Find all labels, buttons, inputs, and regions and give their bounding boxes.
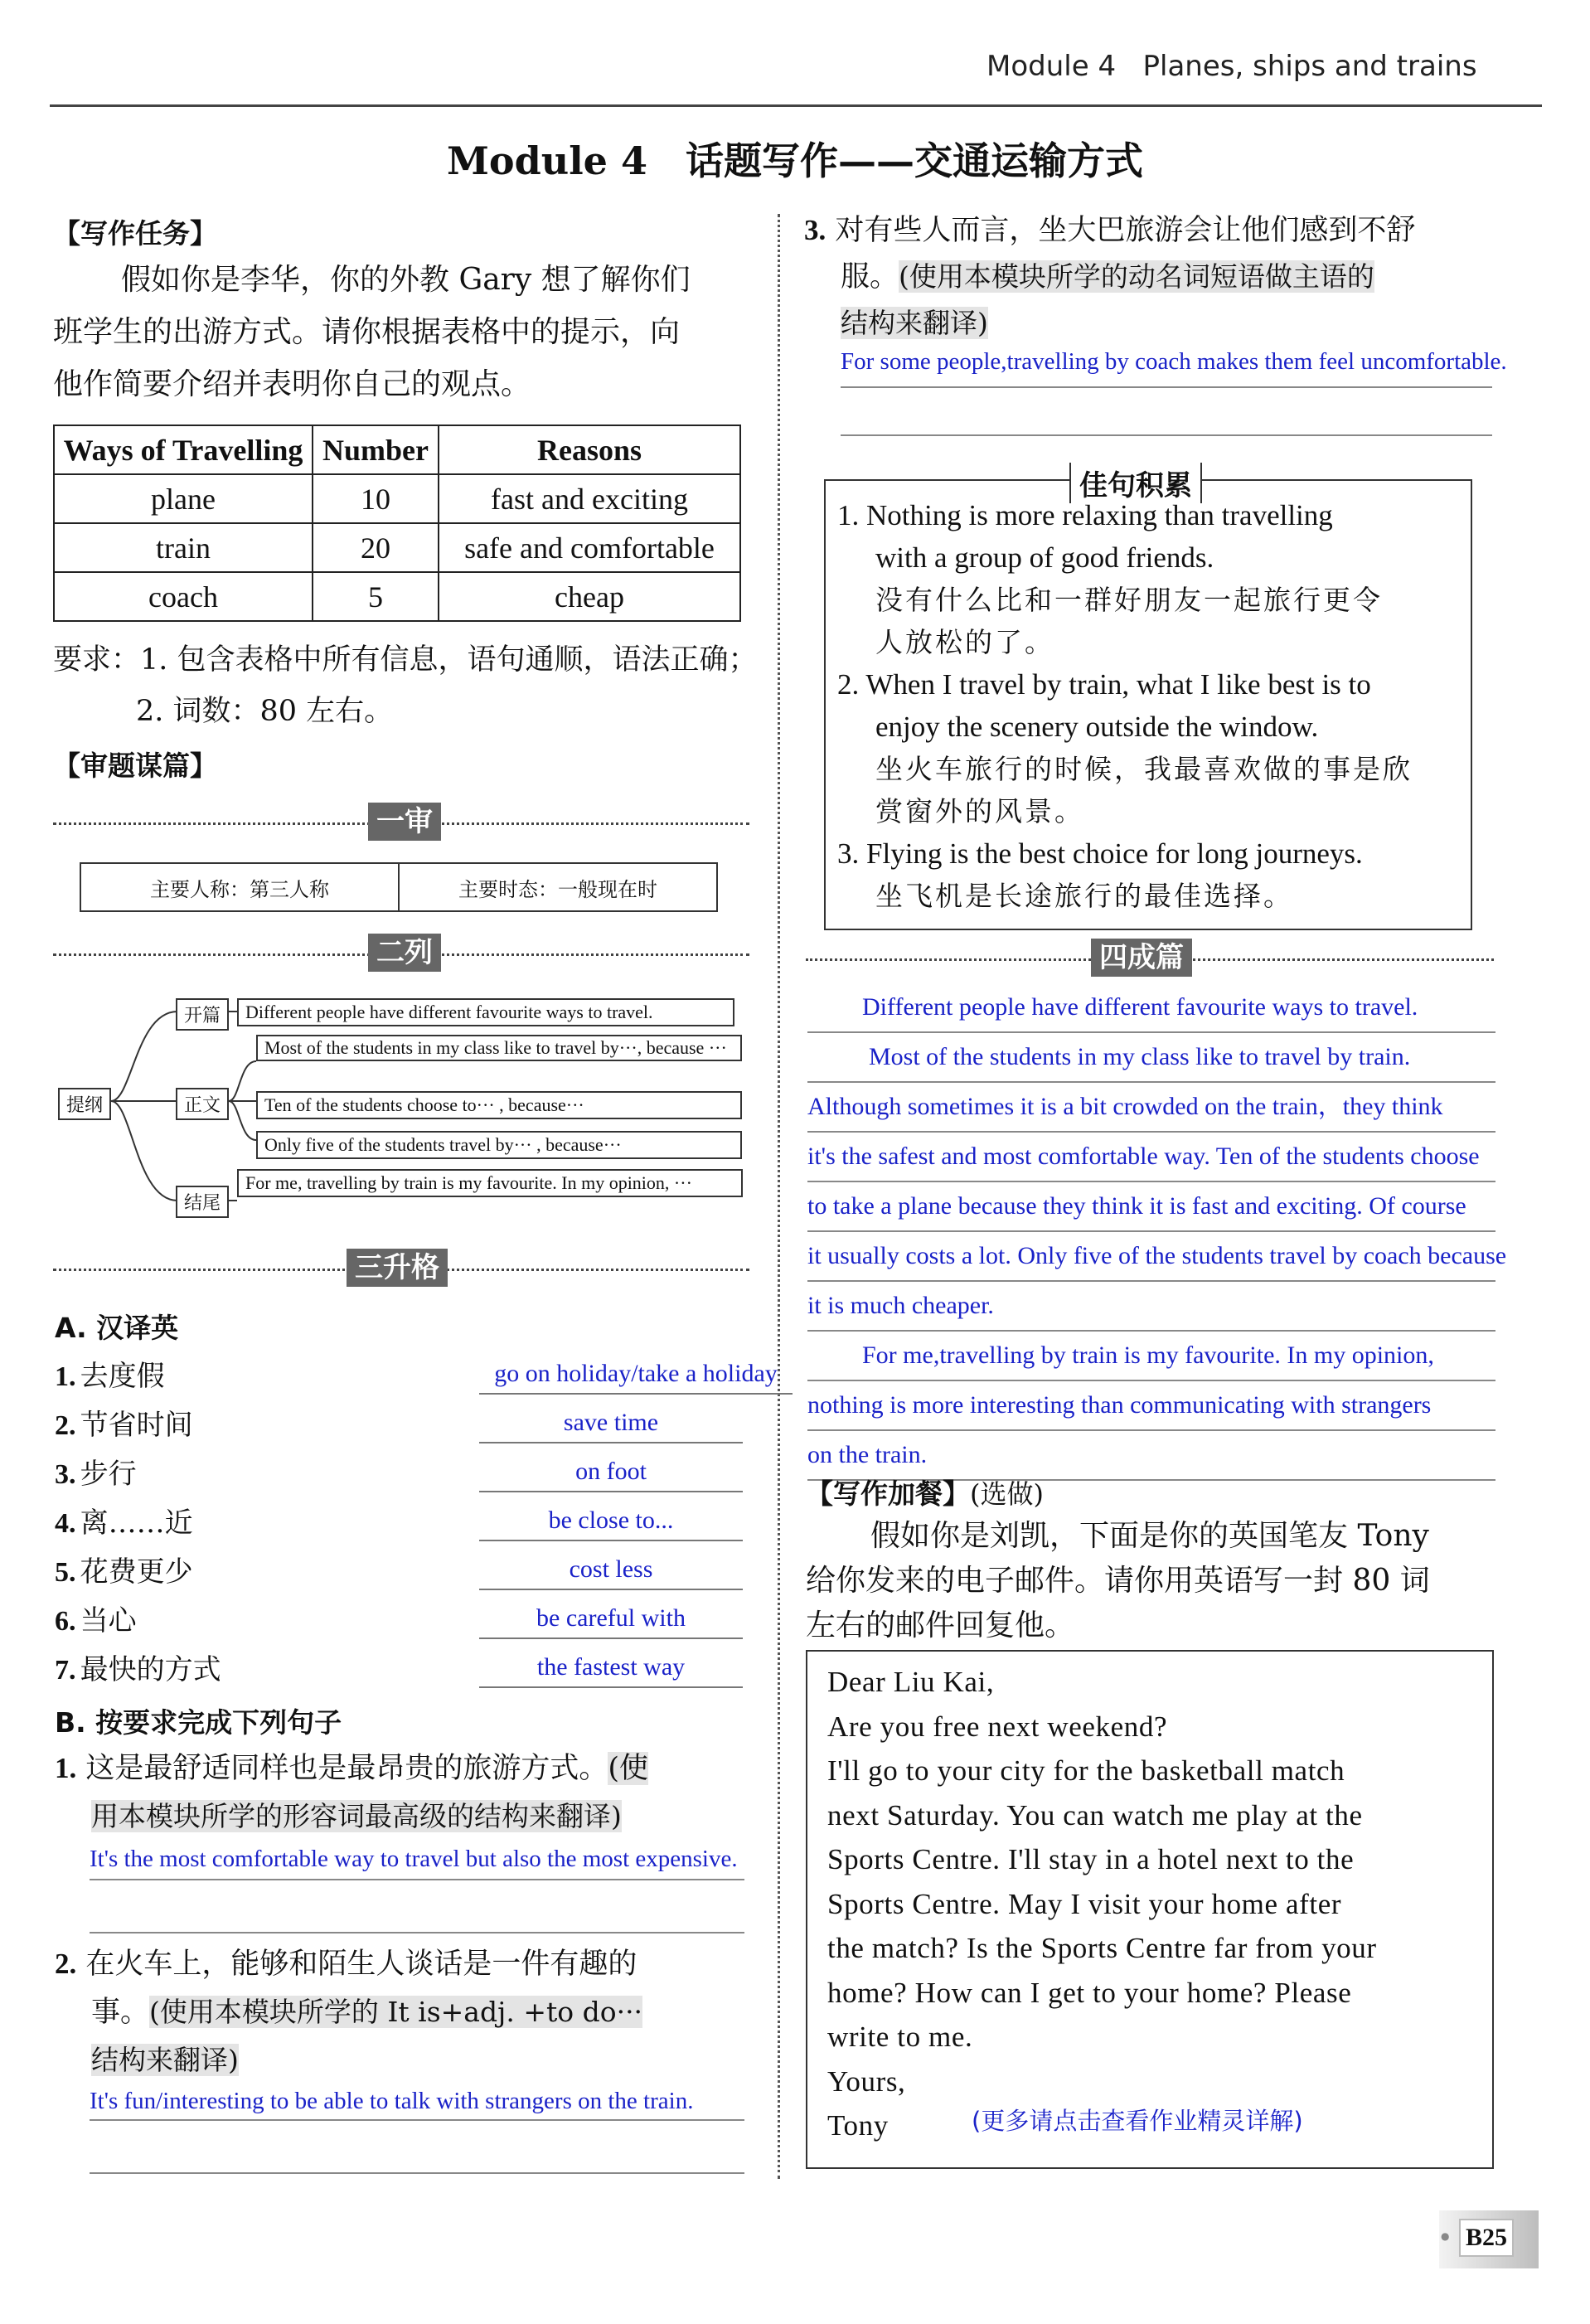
sentence-cn: 没有什么比和一群好朋友一起旅行更令: [875, 584, 1383, 616]
email-line: Yours,: [827, 2064, 906, 2098]
question-text: 服。: [841, 260, 899, 294]
question-3-answer: For some people,travelling by coach makes them feel uncomfortable.: [841, 348, 1507, 375]
page-number: B25: [1459, 2219, 1514, 2257]
extra-text: [806, 1514, 1502, 1648]
table-header: Number: [313, 425, 439, 474]
item-number: 3.: [837, 837, 860, 870]
exercise-a-list: [55, 1353, 784, 1696]
question-1-answer: It's the most comfortable way to travel but also the most expensive.: [90, 1846, 738, 1872]
list-item: [55, 1647, 784, 1696]
list-item: [55, 1451, 784, 1500]
list-item: [55, 1598, 784, 1647]
question-hint: (使用本模块所学的 It is+adj. +to do···: [149, 1996, 643, 2028]
requirement-1: 要求：1. 包含表格中所有信息，语句通顺，语法正确；: [53, 643, 758, 677]
item-number: 5.: [55, 1557, 76, 1588]
item-chinese: 花费更少: [80, 1555, 193, 1589]
email-line: Sports Centre. May I visit your home after: [827, 1887, 1342, 1920]
question-hint: 结构来翻译): [841, 307, 988, 339]
more-details-link[interactable]: (更多请点击查看作业精灵详解): [972, 2107, 1303, 2135]
sentence-en: Nothing is more relaxing than travelling: [866, 499, 1333, 531]
essay-line: it's the safest and most comfortable way. Ten of the students choose: [807, 1133, 1495, 1182]
outline-body-2: Ten of the students choose to··· , because···: [256, 1091, 742, 1119]
dot-icon: ●: [1441, 2230, 1450, 2242]
ways-table: [53, 425, 741, 622]
requirement-2: 2. 词数：80 左右。: [136, 695, 394, 728]
answer-line: [90, 2119, 744, 2121]
writing-task-heading: 【写作任务】: [53, 217, 217, 250]
item-number: 2.: [837, 668, 860, 701]
header-module: Module 4: [986, 50, 1117, 83]
extra-line: 假如你是刘凯，下面是你的英国笔友 Tony: [870, 1519, 1429, 1553]
item-answer: the fastest way: [479, 1648, 743, 1688]
task-line: 他作简要介绍并表明你自己的观点。: [53, 367, 531, 401]
analysis-heading: 【审题谋篇】: [53, 750, 217, 782]
sentence-cn: 坐火车旅行的时候，我最喜欢做的事是欣: [875, 753, 1413, 785]
essay-line: nothing is more interesting than communicating with strangers: [807, 1381, 1495, 1431]
outline-open-text: Different people have different favourite ways to travel.: [237, 998, 734, 1026]
outline-open: 开篇: [176, 998, 229, 1031]
question-2: [55, 1940, 768, 2084]
essay-line: Most of the students in my class like to travel by train.: [807, 1033, 1495, 1083]
item-chinese: 当心: [80, 1604, 137, 1637]
sentence-en: enjoy the scenery outside the window.: [875, 711, 1319, 743]
answer-line: [841, 386, 1492, 388]
table-row: [54, 523, 740, 572]
table-header: Ways of Travelling: [54, 425, 313, 474]
list-item: [55, 1402, 784, 1451]
item-answer: be careful with: [479, 1599, 743, 1639]
question-text: 这是最舒适同样也是最昂贵的旅游方式。: [85, 1752, 608, 1785]
person-tense-box: [80, 862, 718, 912]
column-divider: [778, 214, 780, 2179]
good-sentences-heading: 佳句积累: [1069, 463, 1202, 503]
essay-line: to take a plane because they think it is fast and exciting. Of course: [807, 1182, 1495, 1232]
item-number: 1.: [837, 499, 860, 531]
outline-body: 正文: [176, 1088, 229, 1120]
item-chinese: 离……近: [80, 1506, 193, 1540]
badge-fourth-essay: 四成篇: [1091, 939, 1192, 977]
table-cell: 5: [313, 572, 439, 621]
item-chinese: 去度假: [80, 1360, 165, 1393]
item-answer: save time: [479, 1404, 743, 1443]
question-number: 1.: [55, 1752, 77, 1784]
item-chinese: 最快的方式: [80, 1653, 221, 1686]
main-person: 主要人称：第三人称: [81, 864, 400, 910]
extra-line: 给你发来的电子邮件。请你用英语写一封 80 词: [806, 1564, 1430, 1598]
outline-body-1: Most of the students in my class like to travel by···, because ···: [256, 1035, 742, 1061]
table-cell: fast and exciting: [439, 474, 740, 523]
list-item: [837, 663, 1467, 832]
email-line: next Saturday. You can watch me play at the: [827, 1798, 1363, 1832]
table-cell: plane: [54, 474, 313, 523]
email-line: write to me.: [827, 2021, 973, 2053]
item-answer: be close to...: [479, 1502, 743, 1541]
table-header: Reasons: [439, 425, 740, 474]
table-cell: cheap: [439, 572, 740, 621]
exercise-a-heading: A. 汉译英: [55, 1312, 179, 1344]
outline-end-text: For me, travelling by train is my favourite. In my opinion, ···: [237, 1169, 743, 1197]
question-text: 在火车上，能够和陌生人谈话是一件有趣的: [85, 1948, 637, 1981]
header-rule: [50, 104, 1542, 107]
running-header: [986, 50, 1477, 83]
outline-body-3: Only five of the students travel by··· , because···: [256, 1131, 742, 1159]
item-answer: cost less: [479, 1550, 743, 1590]
question-number: 3.: [804, 214, 827, 246]
exercise-b-heading: B. 按要求完成下列句子: [55, 1706, 342, 1739]
table-cell: train: [54, 523, 313, 572]
badge-first-review: 一审: [368, 803, 441, 841]
badge-second-list: 二列: [368, 934, 441, 972]
answer-line: [90, 1932, 744, 1933]
question-3: [804, 207, 1534, 347]
task-line: 假如你是李华，你的外教 Gary 想了解你们: [121, 263, 691, 297]
list-item: [55, 1549, 784, 1598]
table-cell: 20: [313, 523, 439, 572]
list-item: [55, 1353, 784, 1402]
good-sentences-list: [837, 494, 1467, 917]
email-line: Tony: [827, 2109, 889, 2142]
essay-line: Although sometimes it is a bit crowded on the train，they think: [807, 1083, 1495, 1133]
item-number: 1.: [55, 1361, 76, 1392]
model-essay: [807, 983, 1507, 1481]
item-number: 6.: [55, 1606, 76, 1637]
extra-line: 左右的邮件回复他。: [806, 1608, 1075, 1642]
item-number: 4.: [55, 1508, 76, 1539]
table-row: [54, 572, 740, 621]
outline-end: 结尾: [176, 1186, 229, 1218]
page-title: Module 4 话题写作——交通运输方式: [447, 138, 1143, 183]
list-item: [837, 832, 1467, 917]
table-row: [54, 474, 740, 523]
item-number: 7.: [55, 1655, 76, 1686]
question-hint: 用本模块所学的形容词最高级的结构来翻译): [91, 1800, 622, 1832]
item-chinese: 节省时间: [80, 1409, 193, 1442]
email-box: [806, 1650, 1494, 2169]
item-number: 2.: [55, 1410, 76, 1441]
list-item: [837, 494, 1467, 663]
table-cell: safe and comfortable: [439, 523, 740, 572]
question-hint: 结构来翻译): [91, 2044, 239, 2076]
item-answer: go on holiday/take a holiday: [479, 1355, 793, 1395]
list-item: [55, 1500, 784, 1549]
essay-line: on the train.: [807, 1431, 1495, 1481]
essay-line: Different people have different favourite ways to travel.: [807, 983, 1495, 1033]
email-line: the match? Is the Sports Centre far from your: [827, 1932, 1377, 1964]
main-tense: 主要时态：一般现在时: [458, 877, 657, 901]
question-2-answer: It's fun/interesting to be able to talk with strangers on the train.: [90, 2088, 694, 2114]
email-line: Sports Centre. I'll stay in a hotel next to the: [827, 1843, 1355, 1875]
extra-heading-row: [806, 1473, 1044, 1511]
extra-heading: 【写作加餐】: [806, 1477, 970, 1510]
question-1: [55, 1744, 768, 1841]
sentence-en: When I travel by train, what I like best is to: [865, 668, 1371, 701]
sentence-en: Flying is the best choice for long journeys.: [866, 837, 1363, 870]
outline-root: 提纲: [58, 1088, 111, 1120]
email-line: home? How can I get to your home? Please: [827, 1976, 1352, 2009]
item-chinese: 步行: [80, 1458, 137, 1491]
header-topic: Planes, ships and trains: [1142, 50, 1477, 83]
item-answer: on foot: [479, 1453, 743, 1492]
question-hint: (使用本模块所学的动名词短语做主语的: [899, 260, 1374, 293]
sentence-cn: 人放松的了。: [875, 626, 1054, 658]
writing-task-text: [53, 254, 766, 410]
extra-optional: (选做): [970, 1478, 1044, 1510]
answer-line: [90, 1879, 744, 1880]
item-number: 3.: [55, 1459, 76, 1490]
sentence-en: with a group of good friends.: [875, 541, 1214, 574]
table-cell: 10: [313, 474, 439, 523]
answer-line: [90, 2172, 744, 2174]
table-cell: coach: [54, 572, 313, 621]
email-line: I'll go to your city for the basketball match: [827, 1754, 1345, 1787]
email-line: Are you free next weekend?: [827, 1710, 1168, 1743]
email-line: Dear Liu Kai,: [827, 1666, 995, 1698]
question-hint: (使: [608, 1752, 649, 1785]
sentence-cn: 坐飞机是长途旅行的最佳选择。: [875, 880, 1293, 912]
essay-line: it is much cheaper.: [807, 1282, 1495, 1332]
essay-line: it usually costs a lot. Only five of the students travel by coach because: [807, 1232, 1495, 1282]
essay-line: For me,travelling by train is my favourite. In my opinion,: [807, 1332, 1495, 1381]
question-text: 对有些人而言，坐大巴旅游会让他们感到不舒: [835, 214, 1416, 247]
question-number: 2.: [55, 1948, 77, 1980]
task-line: 班学生的出游方式。请你根据表格中的提示，向: [53, 315, 681, 349]
answer-line: [841, 434, 1492, 436]
question-text: 事。: [91, 1996, 150, 2029]
badge-third-upgrade: 三升格: [347, 1249, 448, 1287]
sentence-cn: 赏窗外的风景。: [875, 795, 1084, 827]
